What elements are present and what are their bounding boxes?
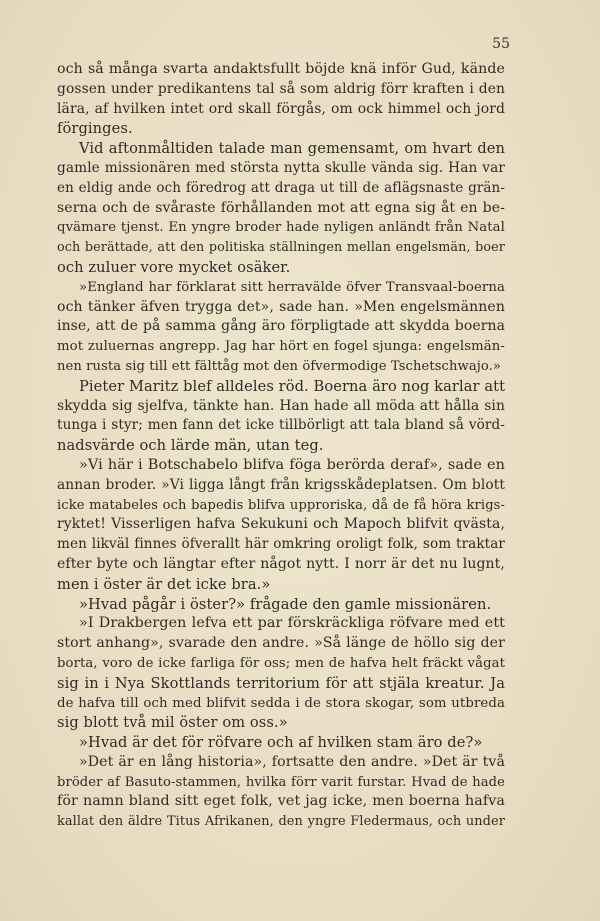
text-line: en eldig ande och föredrog att draga ut till de aflägsnaste grän- bbox=[57, 179, 505, 196]
text-line: de hafva till och med blifvit sedda i de stora skogar, som utbreda bbox=[57, 695, 505, 711]
text-line: sig in i Nya Skottlands territorium för att stjäla kreatur. Ja bbox=[57, 674, 505, 692]
text-line: förginges. bbox=[57, 120, 133, 138]
text-line: qvämare tjenst. En yngre broder hade nyligen anländt från Natal bbox=[57, 220, 505, 236]
text-line: ryktet! Visserligen hafva Sekukuni och Mapoch blifvit qvästa, bbox=[57, 516, 505, 533]
text-line: och berättade, att den politiska ställningen mellan engelsmän, boer bbox=[57, 240, 505, 256]
paragraph bbox=[57, 139, 505, 278]
text-line: gossen under predikantens tal så som aldrig förr kraften i den bbox=[57, 80, 505, 97]
text-line: bröder af Basuto-stammen, hvilka förr varit furstar. Hvad de hade bbox=[57, 774, 505, 790]
text-line: stort anhang», svarade den andre. »Så länge de höllo sig der bbox=[57, 635, 505, 652]
text-line: lära, af hvilken intet ord skall förgås, om ock himmel och jord bbox=[57, 100, 505, 117]
text-line: Vid aftonmåltiden talade man gemensamt, om hvart den bbox=[79, 140, 505, 158]
paragraph bbox=[57, 60, 505, 139]
text-line: sig blott två mil öster om oss.» bbox=[57, 714, 288, 732]
paragraph bbox=[57, 456, 505, 595]
body-text bbox=[57, 60, 505, 832]
text-line: tunga i styr; men fann det icke tillbörligt att tala bland så vörd- bbox=[57, 417, 505, 434]
page-number: 55 bbox=[492, 36, 510, 52]
text-line: »I Drakbergen lefva ett par förskräckliga röfvare med ett bbox=[79, 615, 505, 632]
text-line: nen rusta sig till ett fälttåg mot den öfvermodige Tschetschwajo.» bbox=[57, 358, 502, 374]
text-line: »Det är en lång historia», fortsatte den andre. »Det är två bbox=[79, 753, 505, 770]
text-line: »Hvad pågår i öster?» frågade den gamle missionären. bbox=[79, 595, 492, 613]
paragraph bbox=[57, 278, 505, 377]
text-line: men likväl finnes öfverallt här omkring oroligt folk, som traktar bbox=[57, 536, 505, 553]
text-line: »Hvad är det för röfvare och af hvilken stam äro de?» bbox=[79, 734, 483, 752]
paragraph bbox=[57, 595, 505, 615]
text-line: gamle missionären med största nytta skulle vända sig. Han var bbox=[57, 159, 505, 176]
text-line: borta, voro de icke farliga för oss; men de hafva helt fräckt vågat bbox=[57, 655, 505, 671]
text-line: icke matabeles och bapedis blifva upproriska, då de få höra krigs- bbox=[57, 497, 505, 513]
text-line: annan broder. »Vi ligga långt från krigsskådeplatsen. Om blott bbox=[57, 476, 505, 493]
paragraph bbox=[57, 753, 505, 832]
paragraph bbox=[57, 733, 505, 753]
text-line: »England har förklarat sitt herravälde öfver Transvaal-boerna bbox=[79, 279, 505, 295]
text-line: för namn bland sitt eget folk, vet jag icke, men boerna hafva bbox=[57, 793, 505, 810]
text-line: kallat den äldre Titus Afrikanen, den yngre Fledermaus, och under bbox=[57, 814, 505, 830]
text-line: men i öster är det icke bra.» bbox=[57, 575, 271, 593]
text-line: och tänker äfven trygga det», sade han. »Men engelsmännen bbox=[57, 298, 505, 315]
text-line: efter byte och längtar efter något nytt. I norr är det nu lugnt, bbox=[57, 555, 505, 572]
text-line: inse, att de på samma gång äro förpligtade att skydda boerna bbox=[57, 318, 505, 335]
text-line: skydda sig sjelfva, tänkte han. Han hade all möda att hålla sin bbox=[57, 397, 505, 414]
text-line: och zuluer vore mycket osäker. bbox=[57, 258, 291, 276]
text-line: Pieter Maritz blef alldeles röd. Boerna äro nog karlar att bbox=[79, 377, 506, 395]
text-line: och så många svarta andaktsfullt böjde knä inför Gud, kände bbox=[57, 61, 505, 77]
text-line: mot zuluernas angrepp. Jag har hört en fogel sjunga: engelsmän- bbox=[57, 339, 505, 355]
text-line: »Vi här i Botschabelo blifva föga berörda deraf», sade en bbox=[79, 456, 505, 473]
paragraph bbox=[57, 377, 505, 456]
paragraph bbox=[57, 614, 505, 733]
text-line: nadsvärde och lärde män, utan teg. bbox=[57, 437, 324, 455]
text-line: serna och de svåraste förhållanden mot att egna sig åt en be- bbox=[57, 199, 505, 216]
